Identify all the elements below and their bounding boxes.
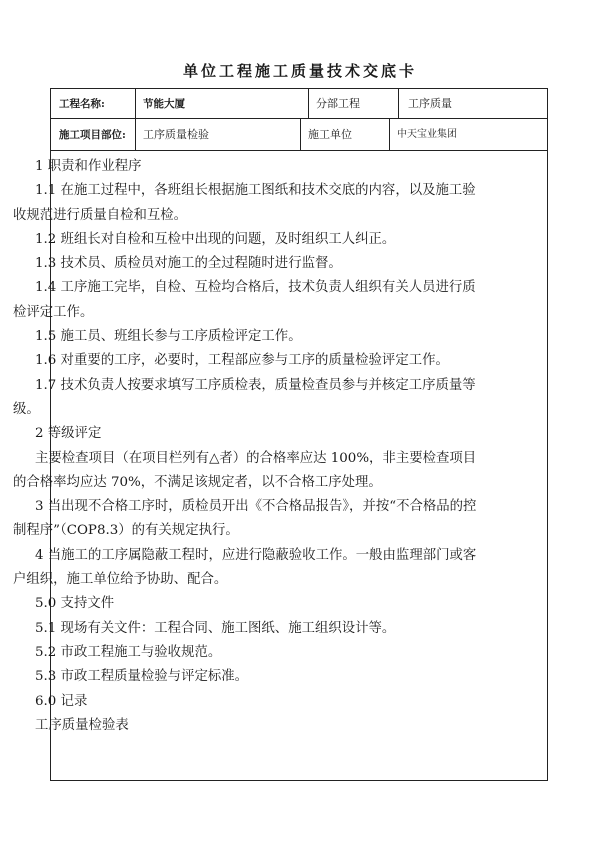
unit-label: 施工单位 [308, 128, 352, 141]
paragraph: 工序质量检验表 [35, 717, 129, 733]
row-divider-1 [51, 118, 547, 119]
content-body [13, 155, 488, 738]
division-label: 分部工程 [316, 97, 360, 110]
col-divider [300, 118, 301, 150]
col-divider [308, 89, 309, 118]
page-title: 单位工程施工质量技术交底卡 [182, 62, 417, 80]
paragraph: 5.1 现场有关文件：工程合同、施工图纸、施工组织设计等。 [35, 620, 396, 636]
col-divider [398, 89, 399, 118]
paragraph: 主要检查项目（在项目栏列有△者）的合格率应达 100%，非主要检查项目的合格率均应达 70%，不满足该规定者，以不合格工序处理。 [13, 450, 477, 490]
division-value: 工序质量 [408, 97, 452, 110]
paragraph: 1.7 技术负责人按要求填写工序质检表，质量检查员参与并核定工序质量等级。 [13, 377, 476, 417]
col-divider [135, 89, 136, 118]
paragraph: 1.5 施工员、班组长参与工序质检评定工作。 [35, 329, 302, 345]
section-heading: 5.0 支持文件 [35, 596, 115, 612]
paragraph: 3 当出现不合格工序时，质检员开出《不合格品报告》，并按“不合格品的控制程序”（COP8.3）的有关规定执行。 [13, 499, 477, 539]
paragraph: 1.4 工序施工完毕，自检、互检均合格后，技术负责人组织有关人员进行质检评定工作。 [13, 280, 476, 320]
paragraph: 1.6 对重要的工序，必要时，工程部应参与工序的质量检验评定工作。 [35, 353, 449, 369]
project-name-label: 工程名称: [59, 98, 105, 110]
item-label: 施工项目部位: [59, 129, 126, 141]
section-heading: 2 等级评定 [35, 426, 102, 442]
project-name-value: 节能大厦 [143, 98, 185, 110]
paragraph: 5.2 市政工程施工与验收规范。 [35, 644, 222, 660]
paragraph: 5.3 市政工程质量检验与评定标准。 [35, 669, 249, 685]
unit-value: 中天宝业集团 [397, 129, 457, 140]
paragraph: 4 当施工的工序属隐蔽工程时，应进行隐蔽验收工作。一般由监理部门或客户组织，施工单位给予协助、配合。 [13, 547, 477, 588]
section-heading: 1 职责和作业程序 [35, 159, 142, 174]
row-divider-2 [51, 150, 547, 151]
item-value: 工序质量检验 [143, 128, 209, 141]
col-divider [135, 118, 136, 150]
col-divider [389, 118, 390, 150]
section-heading: 6.0 记录 [35, 693, 88, 709]
paragraph: 1.3 技术员、质检员对施工的全过程随时进行监督。 [35, 256, 342, 272]
paragraph: 1.1 在施工过程中，各班组长根据施工图纸和技术交底的内容，以及施工验收规范进行质量自检和互检。 [13, 183, 476, 223]
paragraph: 1.2 班组长对自检和互检中出现的问题，及时组织工人纠正。 [35, 231, 396, 247]
